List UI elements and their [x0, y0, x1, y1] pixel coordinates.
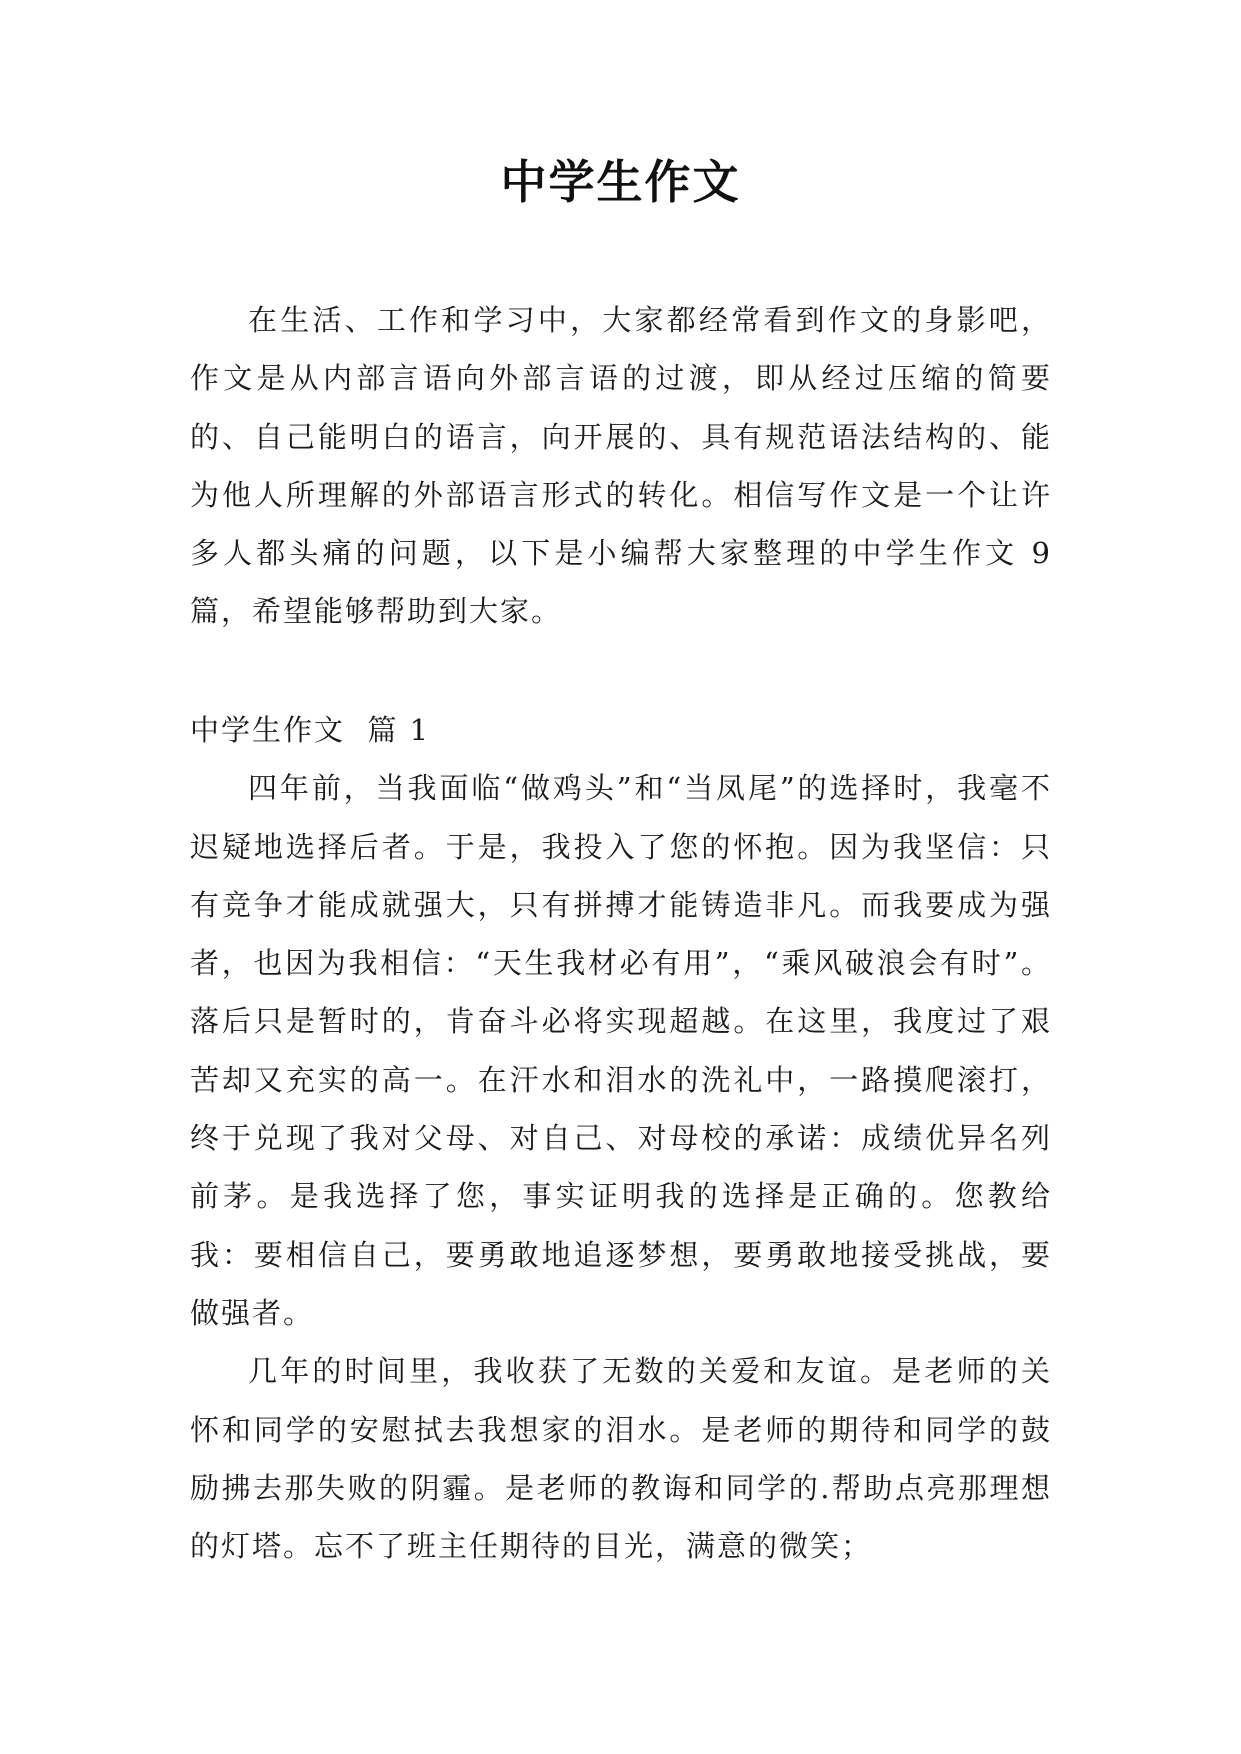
intro-section	[190, 291, 1052, 641]
essay-section	[190, 701, 1052, 1575]
document-title: 中学生作文	[500, 155, 741, 209]
section-heading: 中学生作文 篇 1	[190, 713, 431, 747]
intro-paragraph: 在生活、工作和学习中，大家都经常看到作文的身影吧，作文是从内部言语向外部言语的过渡，即从经过压缩的简要的、自己能明白的语言，向开展的、具有规范语法结构的、能为他人所理解的外部语言形式的转化。相信写作文是一个让许多人都头痛的问题，以下是小编帮大家整理的中学生作文 9 篇，希望能够帮助到大家。	[190, 303, 1052, 629]
body-paragraph-2: 几年的时间里，我收获了无数的关爱和友谊。是老师的关怀和同学的安慰拭去我想家的泪水。是老师的期待和同学的鼓励拂去那失败的阴霾。是老师的教诲和同学的.帮助点亮那理想的灯塔。忘不了班主任期待的目光，满意的微笑；	[190, 1354, 1052, 1564]
body-paragraph-1: 四年前，当我面临“做鸡头”和“当凤尾”的选择时，我毫不迟疑地选择后者。于是，我投入了您的怀抱。因为我坚信：只有竞争才能成就强大，只有拼搏才能铸造非凡。而我要成为强者，也因为我相信：“天生我材必有用”，“乘风破浪会有时”。落后只是暂时的，肯奋斗必将实现超越。在这里，我度过了艰苦却又充实的高一。在汗水和泪水的洗礼中，一路摸爬滚打，终于兑现了我对父母、对自己、对母校的承诺：成绩优异名列前茅。是我选择了您，事实证明我的选择是正确的。您教给我：要相信自己，要勇敢地追逐梦想，要勇敢地接受挑战，要做强者。	[190, 771, 1052, 1330]
